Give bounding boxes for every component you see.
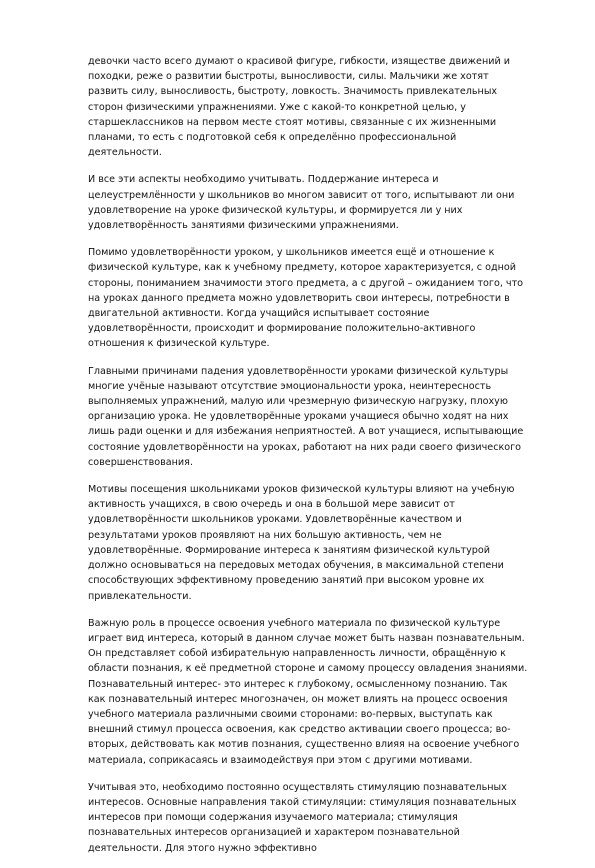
paragraph-2: И все эти аспекты необходимо учитывать. Поддержание интереса и целеустремлённости у школьников во многом зависит от того, испытывают ли они удовлетворение на уроке физической культуры, и формируется ли у них удовлетворённость занятиями физическими упражнениями. [88, 174, 515, 232]
paragraph-3: Помимо удовлетворённости уроком, у школьников имеется ещё и отношение к физической культуре, как к учебному предмету, которое характеризуется, с одной стороны, пониманием значимости этого предмета, а с другой – ожиданием того, что на уроках данного предмета можно удовлетворить свои интересы, потребности в двигательной активности. Когда учащийся испытывает состояние удовлетворённости, происходит и формирование положительно-активного отношения к физической культуре. [88, 247, 524, 350]
paragraph-4: Главными причинами падения удовлетворённости уроками физической культуры многие учёные называют отсутствие эмоциональности урока, неинтересность выполняемых упражнений, малую или чрезмерную физическую нагрузку, плохую организацию урока. Не удовлетворённые уроками учащиеся обычно ходят на них лишь ради оценки и для избежания неприятностей. А вот учащиеся, испытывающие состояние удовлетворённости на уроках, работают на них ради своего физического совершенствования. [88, 365, 524, 468]
document-page [88, 54, 528, 868]
paragraph-7: Учитывая это, необходимо постоянно осуществлять стимуляцию познавательных интересов. Основные направления такой стимуляции: стимуляция познавательных интересов при помощи содержания изучаемого материала; стимуляция познавательных интересов организацией и характером познавательной деятельности. Для этого нужно эффективно [88, 781, 517, 854]
paragraph-1: девочки часто всего думают о красивой фигуре, гибкости, изяществе движений и походки, реже о развитии быстроты, выносливости, силы. Мальчики же хотят развить силу, выносливость, быстроту, ловкость. Значимость привлекательных сторон физическими упражнениями. Уже с какой-то конкретной целью, у старшеклассников на первом месте стоят мотивы, связанные с их жизненными планами, то есть с подготовкой себя к определённо профессиональной деятельности. [88, 56, 510, 159]
paragraph-6: Важную роль в процессе освоения учебного материала по физической культуре играет вид интереса, который в данном случае может быть назван познавательным. Он представляет собой избирательную направленность личности, обращённую к области познания, к её предметной стороне и самому процессу овладения знаниями. Познавательный интерес- это интерес к глубокому, осмысленному познанию. Так как познавательный интерес многозначен, он может влиять на процесс освоения учебного материала различными своими сторонами: во-первых, выступать как внешний стимул процесса освоения, как средство активации своего процесса; во-вторых, действовать как мотив познания, существенно влияя на освоение учебного материала, соприкасаясь и взаимодействуя при этом с другими мотивами. [88, 617, 528, 766]
paragraph-5: Мотивы посещения школьниками уроков физической культуры влияют на учебную активность учащихся, в свою очередь и она в большой мере зависит от удовлетворённости школьников уроками. Удовлетворённые качеством и результатами уроков проявляют на них большую активность, чем не удовлетворённые. Формирование интереса к занятиям физической культурой должно основываться на передовых методах обучения, в максимальной степени способствующих эффективному проведению занятий при высоком уровне их привлекательности. [88, 484, 515, 602]
